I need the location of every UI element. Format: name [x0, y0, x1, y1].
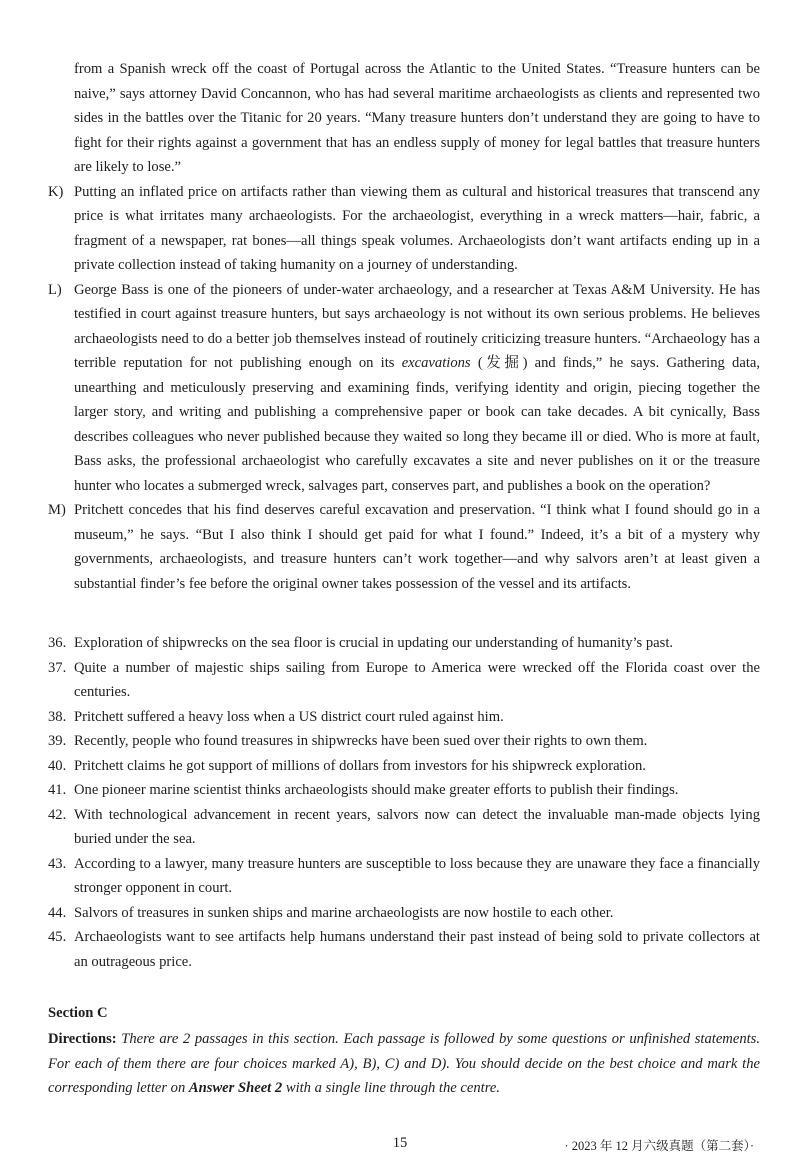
paragraph-k [48, 180, 760, 278]
question-item [48, 778, 760, 803]
question-item [48, 729, 760, 754]
question-text: Salvors of treasures in sunken ships and marine archaeologists are now hostile to each other. [74, 904, 614, 921]
question-number: 45. [48, 929, 67, 945]
paragraph-letter: L) [48, 281, 62, 298]
question-text: Pritchett suffered a heavy loss when a US district court ruled against him. [74, 708, 504, 725]
question-number: 42. [48, 806, 67, 823]
reading-passage [48, 57, 760, 596]
question-list [48, 631, 760, 974]
italic-term: excavations [401, 355, 471, 371]
question-number: 43. [48, 855, 67, 872]
paragraph-text: Pritchett concedes that his find deserves careful excavation and preservation. “I think what I found should go in a museum,” he says. “But I also think I should get paid for what I found.” Indeed, it’s a bit of a mystery why governments, archaeologists, and treasure hunters can’t work together—and why salvors aren’t at least given a substantial finder’s fee before the original owner takes possession of the vessel and its artifacts. [74, 502, 760, 592]
answer-sheet-label: Answer Sheet 2 [188, 1080, 283, 1096]
question-item [48, 852, 760, 901]
question-number: 39. [48, 733, 67, 749]
question-number: 44. [48, 904, 67, 921]
question-text: With technological advancement in recent years, salvors now can detect the invaluable man-made objects lying buried under the sea. [74, 806, 760, 847]
question-text: Archaeologists want to see artifacts help humans understand their past instead of being sold to private collectors at an outrageous price. [74, 929, 760, 970]
question-text: One pioneer marine scientist thinks archaeologists should make greater efforts to publish their findings. [74, 782, 679, 798]
directions [48, 1027, 760, 1101]
paragraph-continuation: from a Spanish wreck off the coast of Portugal across the Atlantic to the United States. “Treasure hunters can be naive,” says attorney David Concannon, who has had several maritime archaeologists as clients and represented two sides in the battles over the Titanic for 20 years. “Many treasure hunters don’t understand they are going to have to fight for their rights against a government that has an endless supply of money for legal battles that treasure hunters are likely to lose.” [74, 61, 760, 175]
question-item [48, 705, 760, 730]
paragraph-text: Putting an inflated price on artifacts rather than viewing them as cultural and historical treasures that transcend any price is what irritates many archaeologists. For the archaeologist, everything in a wreck matters—hair, fabric, a fragment of a newspaper, rat bones—all things speak volumes. Archaeologists don’t want artifacts ending up in a private collection instead of taking humanity on a journey of understanding. [74, 183, 760, 273]
page-number: 15 [392, 1135, 408, 1151]
question-number: 37. [48, 659, 67, 676]
question-item [48, 901, 760, 926]
question-number: 36. [48, 635, 67, 651]
paragraph-m [48, 498, 760, 596]
question-number: 38. [48, 708, 67, 725]
question-number: 41. [48, 782, 67, 798]
paragraph-l [48, 278, 760, 499]
section-c [48, 1001, 760, 1101]
question-text: According to a lawyer, many treasure hunters are susceptible to loss because they are unaware they face a financially stronger opponent in court. [74, 855, 760, 896]
paragraph-text-part-2: and finds,” he says. Gathering data, unearthing and meticulously preserving and examining finds, verifying identity and origin, piecing together the larger story, and writing and publishing a comprehensive paper or book can take decades. A bit cynically, Bass describes colleagues who never published because they waited so long they became ill or died. Who is more at fault, Bass asks, the professional archaeologist who carefully excavates a site and never publishes on it or the treasure hunter who locates a submerged wreck, salvages part, conserves part, and publishes a book on the operation? [74, 355, 761, 494]
exam-label: · 2023 年 12 月六级真题（第二套）· [564, 1139, 754, 1153]
question-item [48, 656, 760, 705]
chinese-gloss: (发掘) [470, 355, 528, 371]
paragraph-letter: K) [48, 183, 64, 200]
question-text: Exploration of shipwrecks on the sea floor is crucial in updating our understanding of humanity’s past. [74, 635, 674, 651]
question-item [48, 925, 760, 974]
paragraph-text-part-1: George Bass is one of the pioneers of under-water archaeology, and a researcher at Texas A&M University. He has testified in court against treasure hunters, but says archaeology is not without its own serious problems. He believes archaeologists need to do a better job themselves instead of routinely criticizing treasure hunters. “Archaeology has a terrible reputation for not publishing enough on its [74, 281, 760, 371]
directions-text-1: There are 2 passages in this section. Each passage is followed by some questions or unfinished statements. For each of them there are four choices marked A), B), C) and D). You should decide on the best choice and mark the corresponding letter on [48, 1031, 760, 1096]
question-number: 40. [48, 757, 67, 774]
question-item [48, 803, 760, 852]
question-item [48, 754, 760, 779]
section-title: Section C [48, 1005, 108, 1021]
directions-label: Directions: [48, 1031, 117, 1047]
question-item [48, 631, 760, 656]
paragraph-letter: M) [48, 502, 66, 518]
question-text: Recently, people who found treasures in shipwrecks have been sued over their rights to own them. [74, 733, 648, 749]
question-text: Quite a number of majestic ships sailing from Europe to America were wrecked off the Florida coast over the centuries. [74, 659, 760, 700]
directions-text-2: with a single line through the centre. [282, 1080, 500, 1096]
question-text: Pritchett claims he got support of millions of dollars from investors for his shipwreck exploration. [74, 757, 646, 774]
